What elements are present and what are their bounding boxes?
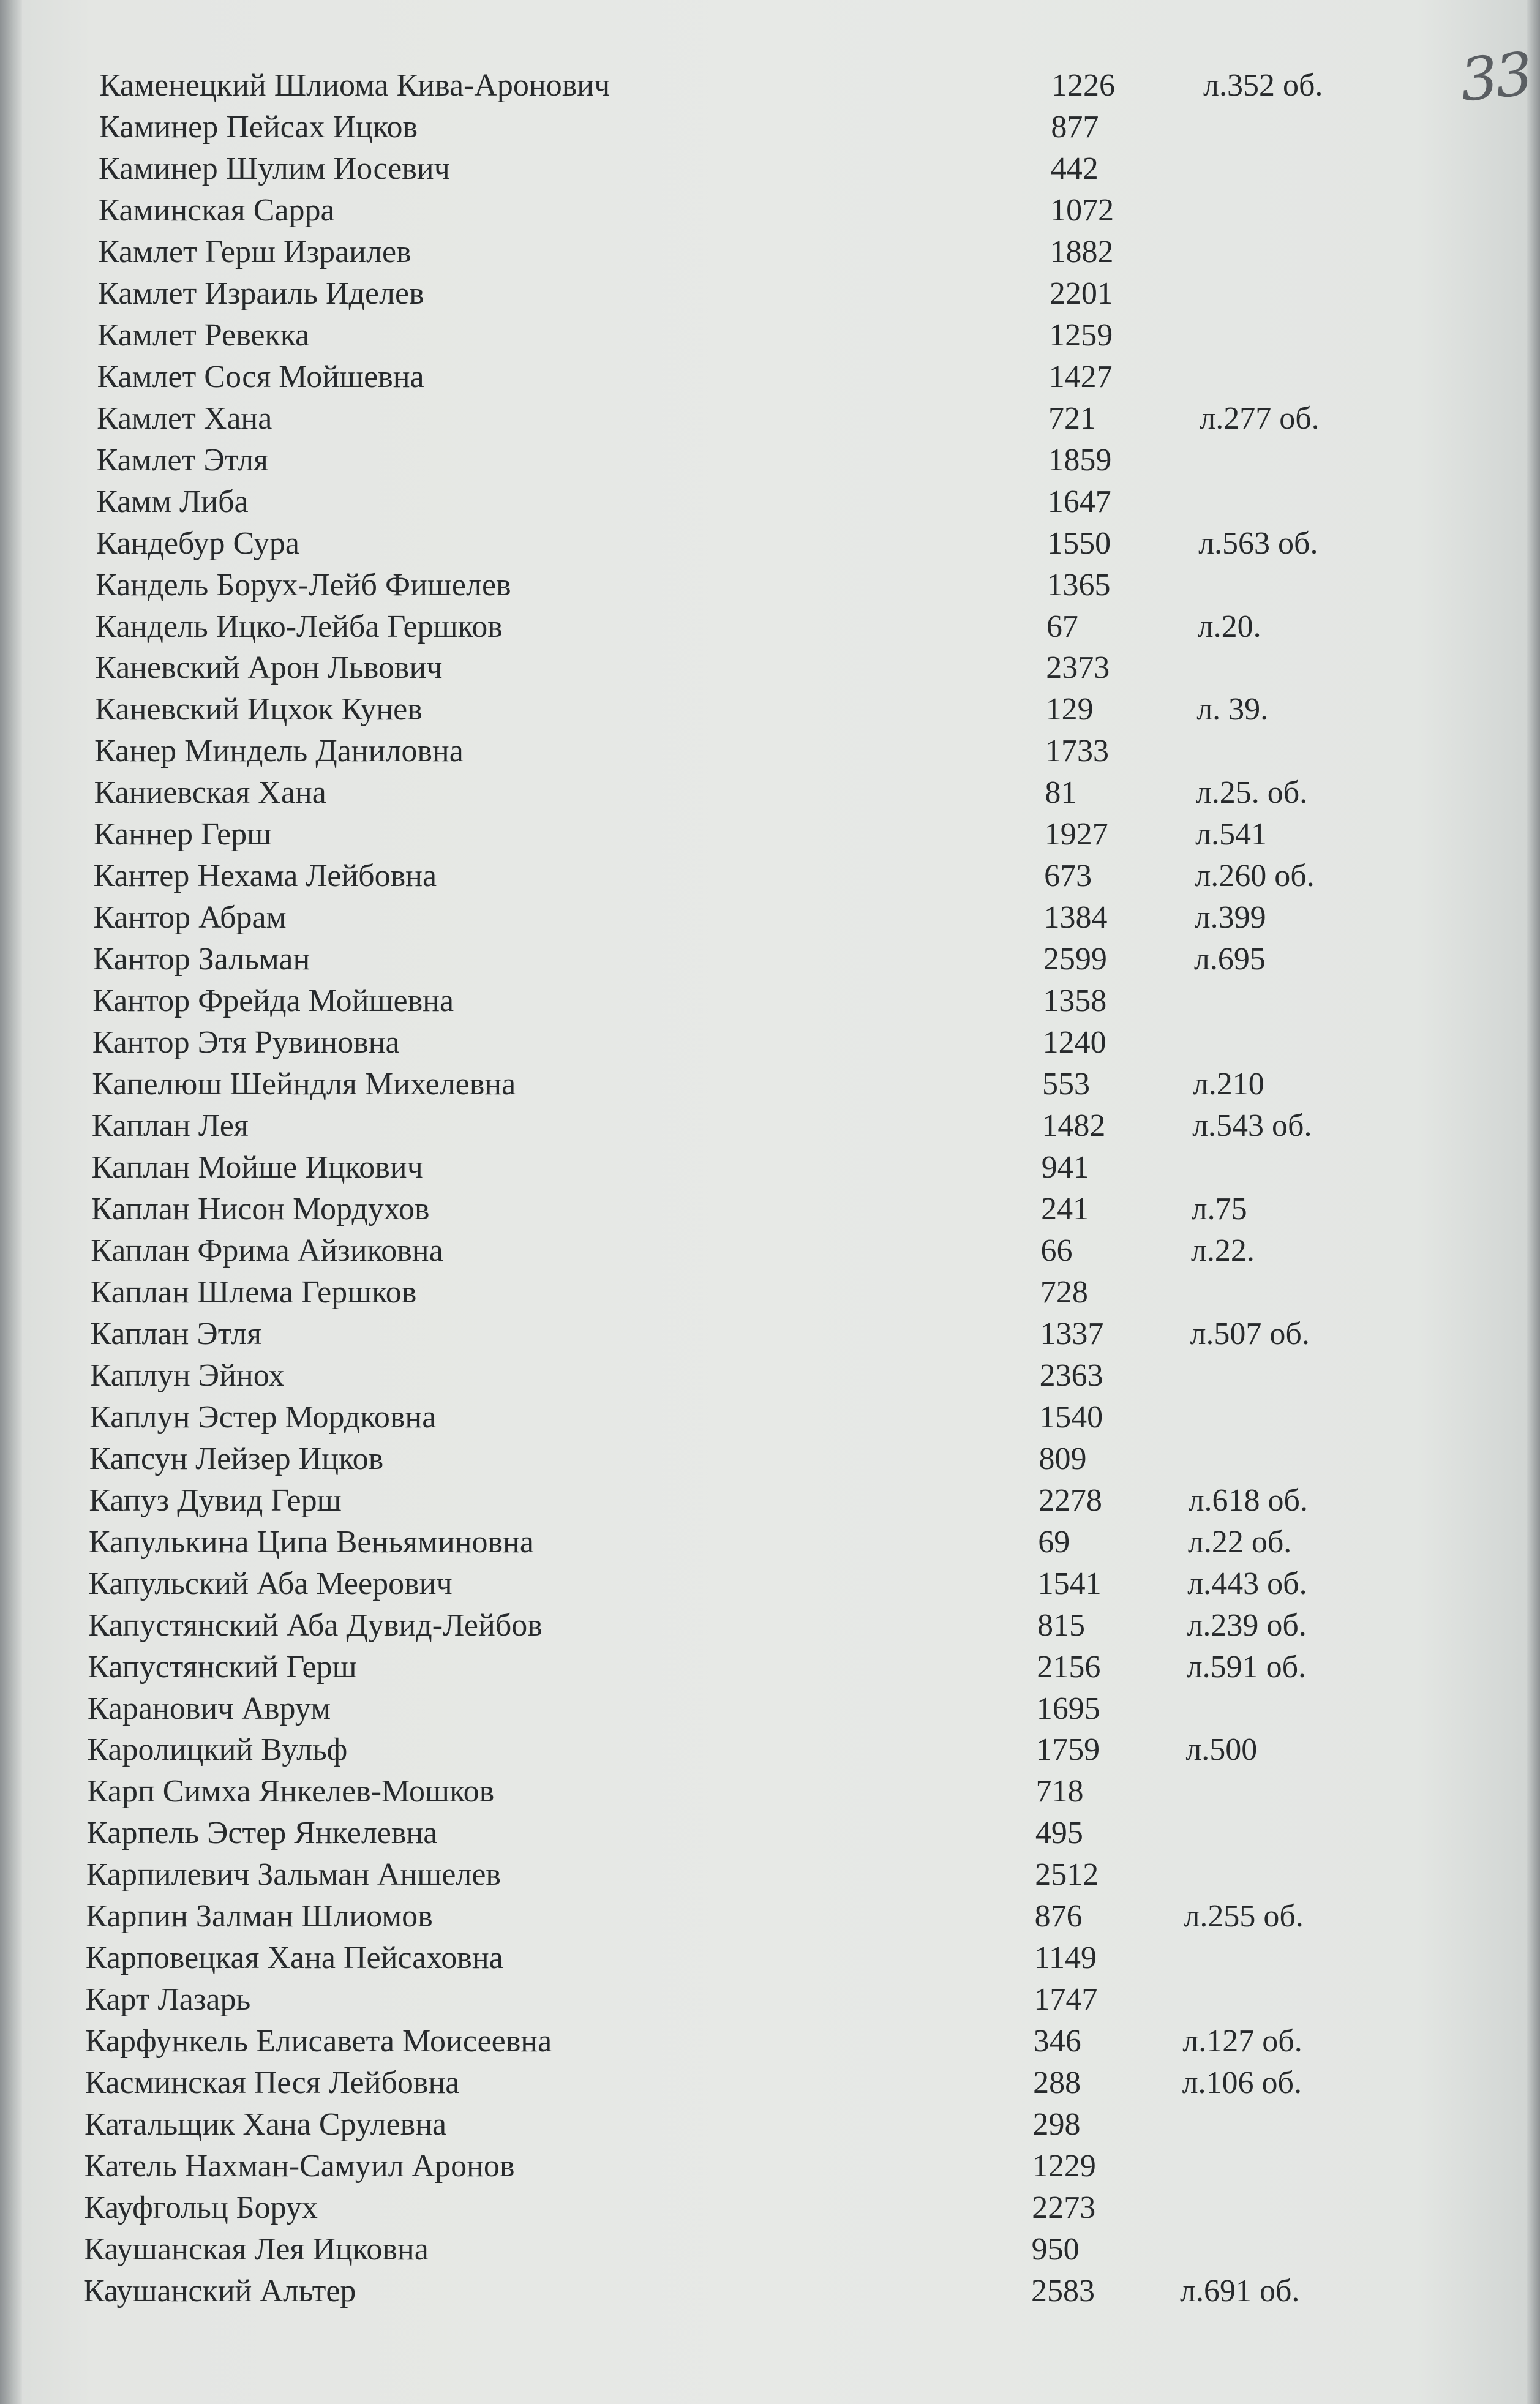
entry-sheet: л.352 об.	[1203, 68, 1323, 103]
entry-sheet: л.20.	[1197, 609, 1261, 644]
entry-number: 346	[1033, 2024, 1081, 2059]
entry-number: 1541	[1037, 1566, 1102, 1601]
entry-name: Каролицкий Вульф	[87, 1732, 348, 1768]
entry-name: Камм Либа	[96, 484, 249, 519]
entry-number: 1759	[1036, 1732, 1100, 1768]
entry-sheet: л.563 об.	[1198, 525, 1318, 561]
entry-name: Каминер Шулим Иосевич	[99, 151, 450, 186]
entry-number: 298	[1032, 2107, 1081, 2143]
entry-number: 1927	[1044, 817, 1108, 852]
entry-name: Каплун Эстер Мордковна	[89, 1399, 437, 1435]
entry-number: 2512	[1035, 1857, 1099, 1893]
entry-number: 1365	[1046, 567, 1111, 603]
entry-number: 1550	[1047, 525, 1111, 561]
entry-name: Каневский Ицхок Кунев	[94, 692, 423, 727]
entry-name: Капулькина Ципа Веньяминовна	[88, 1524, 534, 1560]
entry-sheet: л.507 об.	[1190, 1316, 1310, 1351]
entry-number: 877	[1051, 109, 1099, 145]
entry-name: Карфункель Елисавета Моисеевна	[85, 2024, 552, 2059]
entry-name: Кантер Нехама Лейбовна	[93, 858, 437, 894]
entry-number: 241	[1041, 1191, 1089, 1226]
entry-sheet: л.691 об.	[1180, 2274, 1300, 2308]
entry-number: 1747	[1034, 1982, 1098, 2018]
entry-name: Каплан Фрима Айзиковна	[91, 1233, 443, 1268]
entry-name: Каминская Сарра	[98, 192, 335, 228]
entry-number: 1072	[1050, 192, 1114, 228]
entry-sheet: л.106 об.	[1182, 2065, 1302, 2101]
entry-name: Капульский Аба Меерович	[88, 1566, 453, 1601]
entry-number: 1882	[1050, 234, 1114, 269]
entry-sheet: л.399	[1194, 900, 1266, 936]
entry-number: 950	[1031, 2232, 1080, 2267]
entry-name: Капустянский Аба Дувид-Лейбов	[88, 1607, 543, 1643]
entry-number: 876	[1034, 1899, 1083, 1934]
entry-name: Капелюш Шейндля Михелевна	[92, 1067, 516, 1102]
entry-name: Касминская Песя Лейбовна	[85, 2065, 460, 2101]
entry-number: 815	[1037, 1607, 1085, 1643]
entry-name: Каневский Арон Львович	[95, 650, 443, 686]
entry-sheet: л.22.	[1190, 1233, 1255, 1268]
entry-name: Кандель Ицко-Лейба Гершков	[95, 609, 503, 644]
entry-number: 81	[1045, 775, 1077, 811]
entry-number: 2363	[1039, 1358, 1103, 1393]
entry-number: 2201	[1049, 276, 1113, 311]
entry-number: 1358	[1043, 983, 1107, 1019]
entry-name: Карп Симха Янкелев-Мошков	[86, 1774, 495, 1809]
entry-name: Кантор Фрейда Мойшевна	[92, 983, 454, 1019]
entry-number: 66	[1040, 1233, 1073, 1268]
entry-name: Каннер Герш	[94, 817, 272, 852]
entry-name: Каплан Лея	[91, 1108, 249, 1144]
entry-number: 1647	[1047, 484, 1111, 519]
entry-number: 1337	[1040, 1316, 1104, 1351]
entry-number: 129	[1045, 692, 1094, 727]
entry-number: 1240	[1042, 1025, 1106, 1061]
entry-number: 1427	[1048, 359, 1113, 394]
entry-name: Карпин Залман Шлиомов	[86, 1899, 433, 1934]
entry-sheet: л.543 об.	[1192, 1108, 1312, 1144]
entry-number: 809	[1039, 1441, 1087, 1476]
entry-name: Камлет Израиль Иделев	[97, 276, 424, 311]
entry-name: Карповецкая Хана Пейсаховна	[85, 1940, 503, 1976]
entry-number: 2278	[1038, 1482, 1102, 1518]
entry-name: Каплан Мойше Ицкович	[91, 1150, 423, 1185]
entry-name: Каниевская Хана	[94, 775, 326, 811]
entry-name: Карпилевич Зальман Аншелев	[86, 1857, 501, 1893]
entry-number: 1259	[1049, 317, 1113, 353]
entry-name: Каушанский Альтер	[83, 2274, 356, 2308]
entry-number: 718	[1035, 1774, 1084, 1809]
entry-name: Кандель Борух-Лейб Фишелев	[96, 567, 511, 603]
entry-number: 69	[1038, 1524, 1070, 1560]
entry-name: Кантор Зальман	[92, 942, 310, 977]
entry-number: 728	[1040, 1274, 1088, 1310]
entry-name: Кантор Этя Рувиновна	[92, 1025, 400, 1061]
entry-sheet: л.210	[1192, 1067, 1264, 1102]
entry-sheet: л.443 об.	[1187, 1566, 1307, 1601]
entry-number: 2373	[1046, 650, 1110, 686]
entry-name: Катель Нахман-Самуил Аронов	[84, 2149, 515, 2184]
entry-name: Карпель Эстер Янкелевна	[86, 1816, 438, 1851]
entry-name: Кандебур Сура	[96, 525, 299, 561]
entry-number: 1733	[1045, 734, 1110, 769]
page-number: 33	[1457, 39, 1534, 115]
entry-name: Катальщик Хана Срулевна	[84, 2107, 447, 2143]
entry-name: Каминер Пейсах Ицков	[99, 109, 418, 145]
entry-sheet: л.239 об.	[1187, 1607, 1307, 1643]
entry-name: Камлет Этля	[96, 442, 268, 478]
entry-sheet: л.618 об.	[1188, 1482, 1309, 1518]
entry-sheet: л.260 об.	[1195, 858, 1315, 894]
entry-name: Каплан Нисон Мордухов	[91, 1191, 430, 1226]
entry-name: Камлет Хана	[97, 400, 272, 436]
entry-number: 2273	[1032, 2190, 1096, 2226]
entry-number: 1482	[1042, 1108, 1106, 1144]
entry-number: 1859	[1048, 442, 1112, 478]
entry-sheet: л.277 об.	[1200, 400, 1320, 436]
entry-number: 2156	[1037, 1649, 1101, 1685]
entry-name: Каменецкий Шлиома Кива-Аронович	[99, 68, 610, 103]
entry-name: Капуз Дувид Герш	[89, 1482, 342, 1518]
entry-number: 1384	[1043, 900, 1108, 936]
entry-sheet: л.75	[1191, 1191, 1247, 1226]
entry-name: Карт Лазарь	[85, 1982, 251, 2018]
entry-sheet: л.255 об.	[1184, 1899, 1304, 1934]
entry-number: 673	[1044, 858, 1092, 894]
entry-number: 2583	[1031, 2274, 1095, 2308]
entry-name: Канер Миндель Даниловна	[94, 734, 464, 769]
entry-sheet: л.25. об.	[1195, 775, 1308, 811]
entry-number: 1226	[1051, 68, 1115, 103]
entry-number: 553	[1042, 1067, 1091, 1102]
entry-number: 67	[1046, 609, 1078, 644]
entry-name: Капустянский Герш	[88, 1649, 357, 1685]
entry-name: Каранович Аврум	[87, 1691, 331, 1726]
entry-name: Капсун Лейзер Ицков	[89, 1441, 384, 1476]
entry-name: Каплан Шлема Гершков	[90, 1274, 417, 1310]
entry-number: 1149	[1034, 1940, 1097, 1976]
entry-name: Каплан Этля	[90, 1316, 261, 1351]
entry-sheet: л.500	[1185, 1732, 1258, 1768]
entry-sheet: л.127 об.	[1182, 2024, 1302, 2059]
entry-sheet: л.22 об.	[1187, 1524, 1292, 1560]
entry-sheet: л.591 об.	[1186, 1649, 1307, 1685]
entry-sheet: л.541	[1195, 817, 1268, 852]
entry-number: 1229	[1032, 2149, 1096, 2184]
entry-number: 721	[1048, 400, 1096, 436]
entry-number: 941	[1041, 1150, 1089, 1185]
entry-name: Кантор Абрам	[93, 900, 287, 936]
entry-number: 1695	[1036, 1691, 1100, 1726]
entry-number: 2599	[1043, 942, 1107, 977]
entry-number: 495	[1035, 1816, 1083, 1851]
entry-number: 442	[1050, 151, 1099, 186]
entry-name: Кауфгольц Борух	[83, 2190, 318, 2226]
entry-sheet: л. 39.	[1196, 692, 1269, 727]
entry-sheet: л.695	[1193, 942, 1266, 977]
entry-name: Каплун Эйнох	[89, 1358, 285, 1393]
entry-number: 1540	[1039, 1399, 1103, 1435]
entry-number: 288	[1033, 2065, 1081, 2101]
entry-name: Камлет Герш Израилев	[98, 234, 411, 269]
entry-name: Камлет Сося Мойшевна	[97, 359, 424, 394]
entry-name: Каушанская Лея Ицковна	[83, 2232, 429, 2267]
entry-name: Камлет Ревекка	[97, 317, 310, 353]
